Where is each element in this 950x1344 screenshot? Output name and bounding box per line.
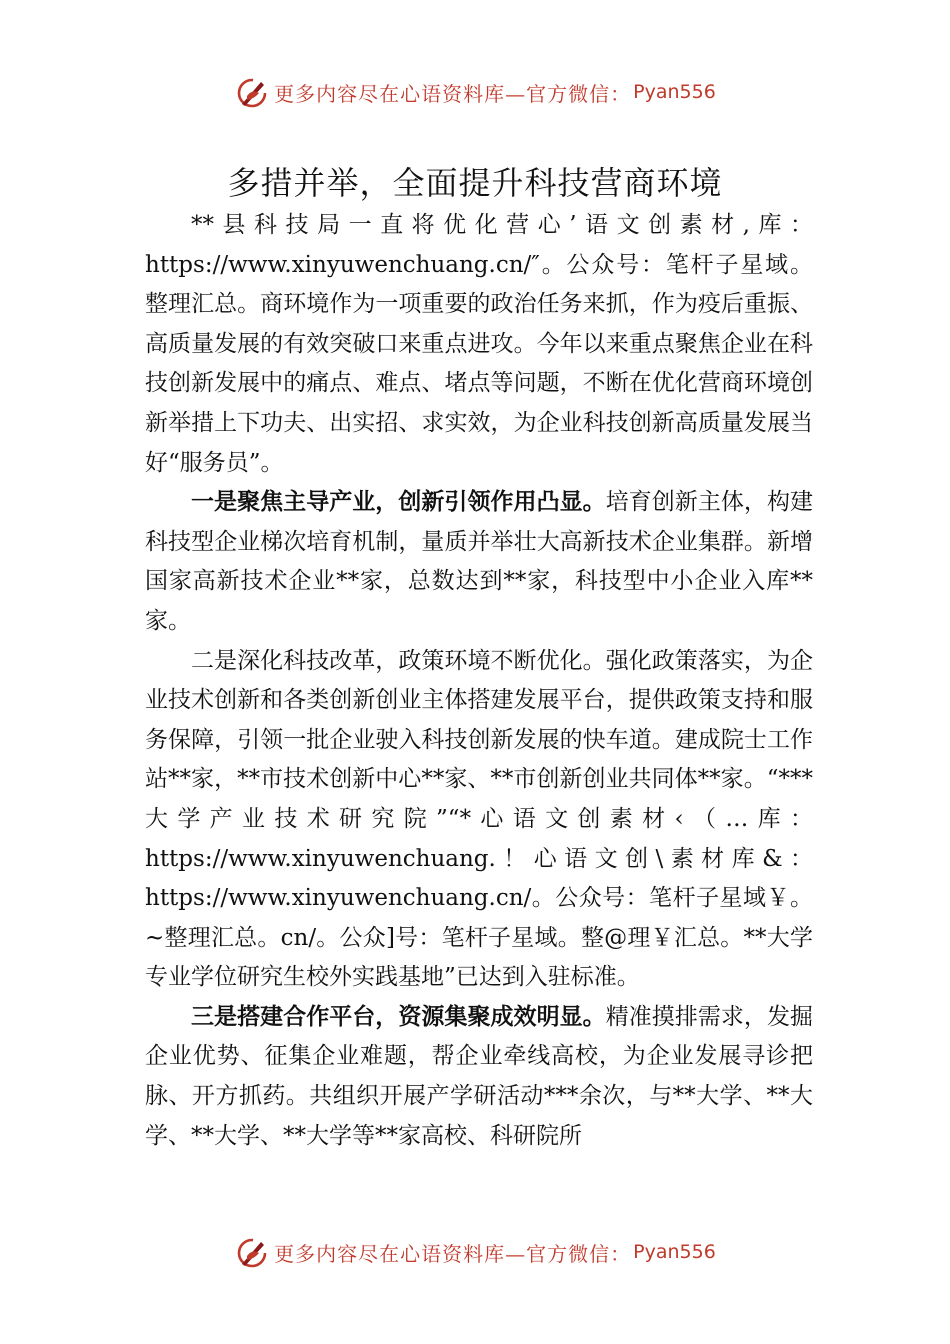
hand-pen-logo-icon — [234, 1234, 270, 1270]
header-banner — [0, 72, 950, 112]
banner-text: 更多内容尽在心语资料库—官方微信： — [274, 81, 632, 106]
banner-text: 更多内容尽在心语资料库—官方微信： — [274, 1241, 632, 1266]
paragraph-lead: 一是聚焦主导产业，创新引领作用凸显。 — [191, 489, 606, 516]
document-title: 多措并举，全面提升科技营商环境 — [227, 164, 723, 202]
paragraph-text: **县科技局一直将优化营心’语文创素材,库：https://www.xinyuwenchuang.cn/″。公众号：笔杆子星域。整理汇总。商环境作为一项重要的政治任务来抓，作为疫后重振、高质量发展的有效突破口来重点进攻。今年以来重点聚焦企业在科技创新发展中的痛点、难点、堵点等问题，不断在优化营商环境创新举措上下功夫、出实招、求实效，为企业科技创新高质量发展当好“服务员”。 — [145, 212, 813, 476]
paragraph — [145, 642, 813, 998]
banner-wechat-id: Pyan556 — [633, 1241, 716, 1263]
paragraph — [145, 483, 813, 641]
banner-wechat-id: Pyan556 — [633, 81, 716, 103]
paragraph-text: 培育创新主体，构建科技型企业梯次培育机制，量质并举壮大高新技术企业集群。新增国家高新技术企业**家，总数达到**家，科技型中小企业入库**家。 — [145, 489, 814, 634]
paragraph — [145, 206, 813, 483]
paragraph-text: 精准摸排需求，发掘企业优势、征集企业难题，帮企业牵线高校，为企业发展寻诊把脉、开方抓药。共组织开展产学研活动***余次，与**大学、**大学、**大学、**大学等**家高校、科研院所 — [145, 1003, 814, 1149]
hand-pen-logo-icon — [234, 74, 270, 110]
paragraph-lead: 三是搭建合作平台，资源集聚成效明显。 — [191, 1003, 606, 1030]
document-body — [145, 206, 813, 1156]
paragraph-text: 二是深化科技改革，政策环境不断优化。强化政策落实，为企业技术创新和各类创新创业主体搭建发展平台，提供政策支持和服务保障，引领一批企业驶入科技创新发展的快车道。建成院士工作站**家，**市技术创新中心**家、**市创新创业共同体**家。“***大学产业技术研究院”“*心语文创素材‹（…库：https://www.xinyuwenchuang.！心语文创\素材库&：https://www.xinyuwenchuang.cn/。公众号：笔杆子星域￥。~整理汇总。cn/。公众]号：笔杆子星域。整@理￥汇总。**大学专业学位研究生校外实践基地”已达到入驻标准。 — [145, 647, 813, 991]
footer-banner — [0, 1232, 950, 1272]
paragraph — [145, 998, 813, 1156]
